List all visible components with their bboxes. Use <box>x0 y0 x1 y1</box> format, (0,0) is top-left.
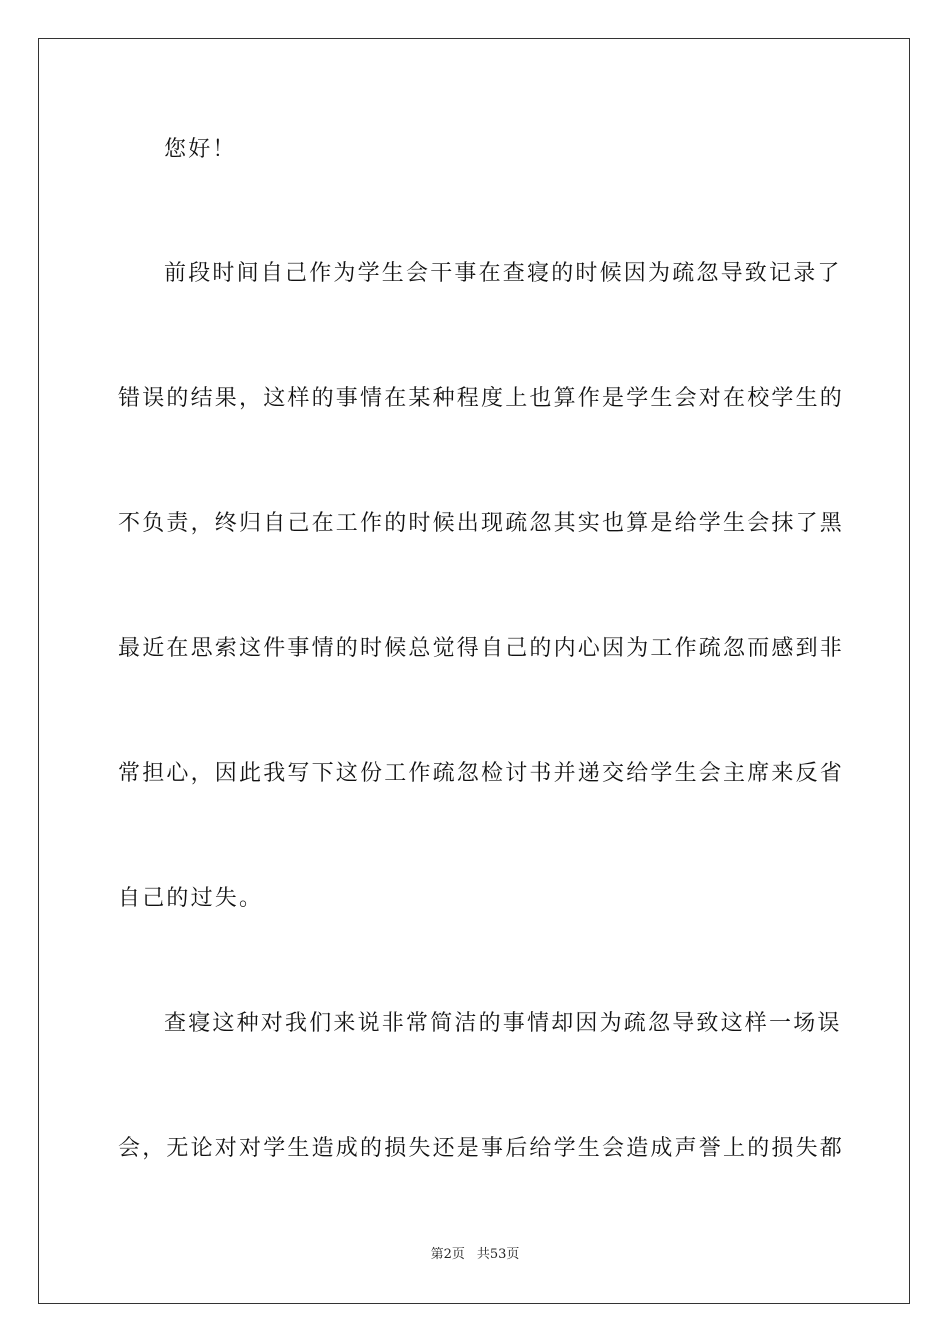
paragraph-line-1: 前段时间自己作为学生会干事在查寝的时候因为疏忽导致记录了 <box>164 261 842 286</box>
paragraph-line-6: 自己的过失。 <box>118 886 264 911</box>
paragraph-line-5: 常担心，因此我写下这份工作疏忽检讨书并递交给学生会主席来反省 <box>118 761 845 786</box>
paragraph-line-8: 会，无论对对学生造成的损失还是事后给学生会造成声誉上的损失都 <box>118 1136 845 1161</box>
paragraph-line-7: 查寝这种对我们来说非常简洁的事情却因为疏忽导致这样一场误 <box>164 1011 842 1036</box>
page-footer <box>0 1246 950 1264</box>
paragraph-line-4: 最近在思索这件事情的时候总觉得自己的内心因为工作疏忽而感到非 <box>118 636 845 661</box>
greeting-line: 您好！ <box>164 137 237 162</box>
paragraph-line-2: 错误的结果，这样的事情在某种程度上也算作是学生会对在校学生的 <box>118 386 845 411</box>
page-border <box>38 38 910 1304</box>
page-number: 第2页 <box>430 1247 465 1262</box>
page-total: 共53页 <box>476 1247 520 1262</box>
paragraph-line-3: 不负责，终归自己在工作的时候出现疏忽其实也算是给学生会抹了黑 <box>118 511 845 536</box>
